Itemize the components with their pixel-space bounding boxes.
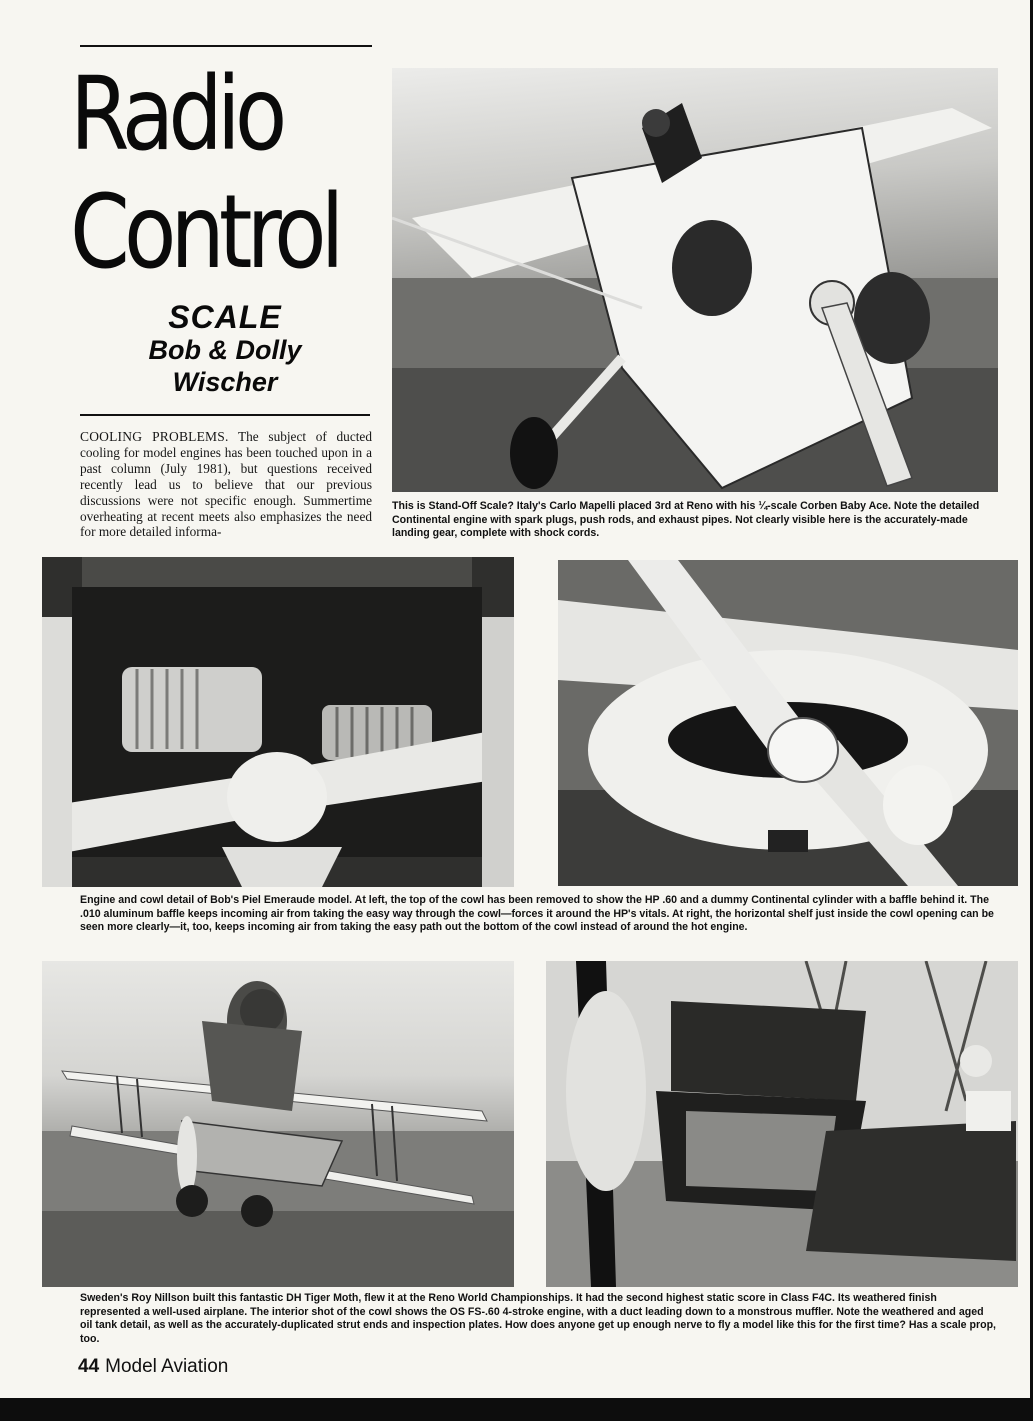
baby-ace-illustration bbox=[392, 68, 998, 492]
tiger-moth-illustration bbox=[42, 961, 514, 1287]
photo-tiger-cowl bbox=[546, 961, 1018, 1287]
tiger-cowl-illustration bbox=[546, 961, 1018, 1287]
magazine-name: Model Aviation bbox=[105, 1356, 229, 1377]
article-text: The subject of ducted cooling for model engines has been touched upon in a past column (July 1981), but questions received recently lead us to believe that our previous discussions were not specific enough. Summertime overheating at recent meets also emphasizes the need for more detailed informa- bbox=[80, 429, 372, 540]
byline-block bbox=[80, 300, 370, 398]
article-body bbox=[80, 429, 372, 540]
title-line-control: Control bbox=[70, 173, 339, 292]
author-line-2: Wischer bbox=[172, 367, 278, 397]
column-title bbox=[70, 56, 339, 292]
caption-tiger-moth: Sweden's Roy Nillson built this fantastic DH Tiger Moth, flew it at the Reno World Championships. It had the second highest static score in Class F4C. Its weathered finish represented a well-used airplane. The interior shot of the cowl shows the OS FS-.60 4-stroke engine, with a duct leading down to a monstrous muffler. Note the weathered and aged oil tank detail, as well as the accurately-duplicated strut ends and inspection plates. How does anyone get up enough nerve to fly a model like this for the first time? Has a scale prop, too. bbox=[80, 1292, 996, 1345]
page-footer bbox=[78, 1356, 228, 1378]
photo-baby-ace bbox=[392, 68, 998, 492]
author-line-1: Bob & Dolly bbox=[148, 335, 302, 365]
caption-baby-ace: This is Stand-Off Scale? Italy's Carlo Mapelli placed 3rd at Reno with his ¼-scale Corben Baby Ace. Note the detailed Continental engine with spark plugs, push rods, and exhaust pipes. Not clearly visible here is the accurately-made landing gear, complete with shock cords. bbox=[392, 500, 980, 539]
title-line-radio: Radio bbox=[70, 55, 282, 174]
photo-tiger-moth bbox=[42, 961, 514, 1287]
caption-emeraude: Engine and cowl detail of Bob's Piel Emeraude model. At left, the top of the cowl has been removed to show the HP .60 and a dummy Continental cylinder with a baffle behind it. The .010 aluminum baffle keeps incoming air from taking the easy way through the cowl—forces it around the HP's vitals. At right, the horizontal shelf just inside the cowl opening can be seen more clearly—it, too, keeps incoming air from taking the easy path out the bottom of the cowl instead of around the hot engine. bbox=[80, 894, 994, 933]
cowl-closed-illustration bbox=[558, 560, 1018, 886]
photo-cowl-closed bbox=[558, 560, 1018, 886]
byline-rule bbox=[80, 414, 370, 416]
cowl-open-illustration bbox=[42, 557, 514, 887]
photo-cowl-open bbox=[42, 557, 514, 887]
section-label: SCALE bbox=[168, 299, 282, 335]
page-number: 44 bbox=[78, 1356, 100, 1377]
article-lead: COOLING PROBLEMS. bbox=[80, 429, 229, 444]
top-rule bbox=[80, 45, 372, 47]
